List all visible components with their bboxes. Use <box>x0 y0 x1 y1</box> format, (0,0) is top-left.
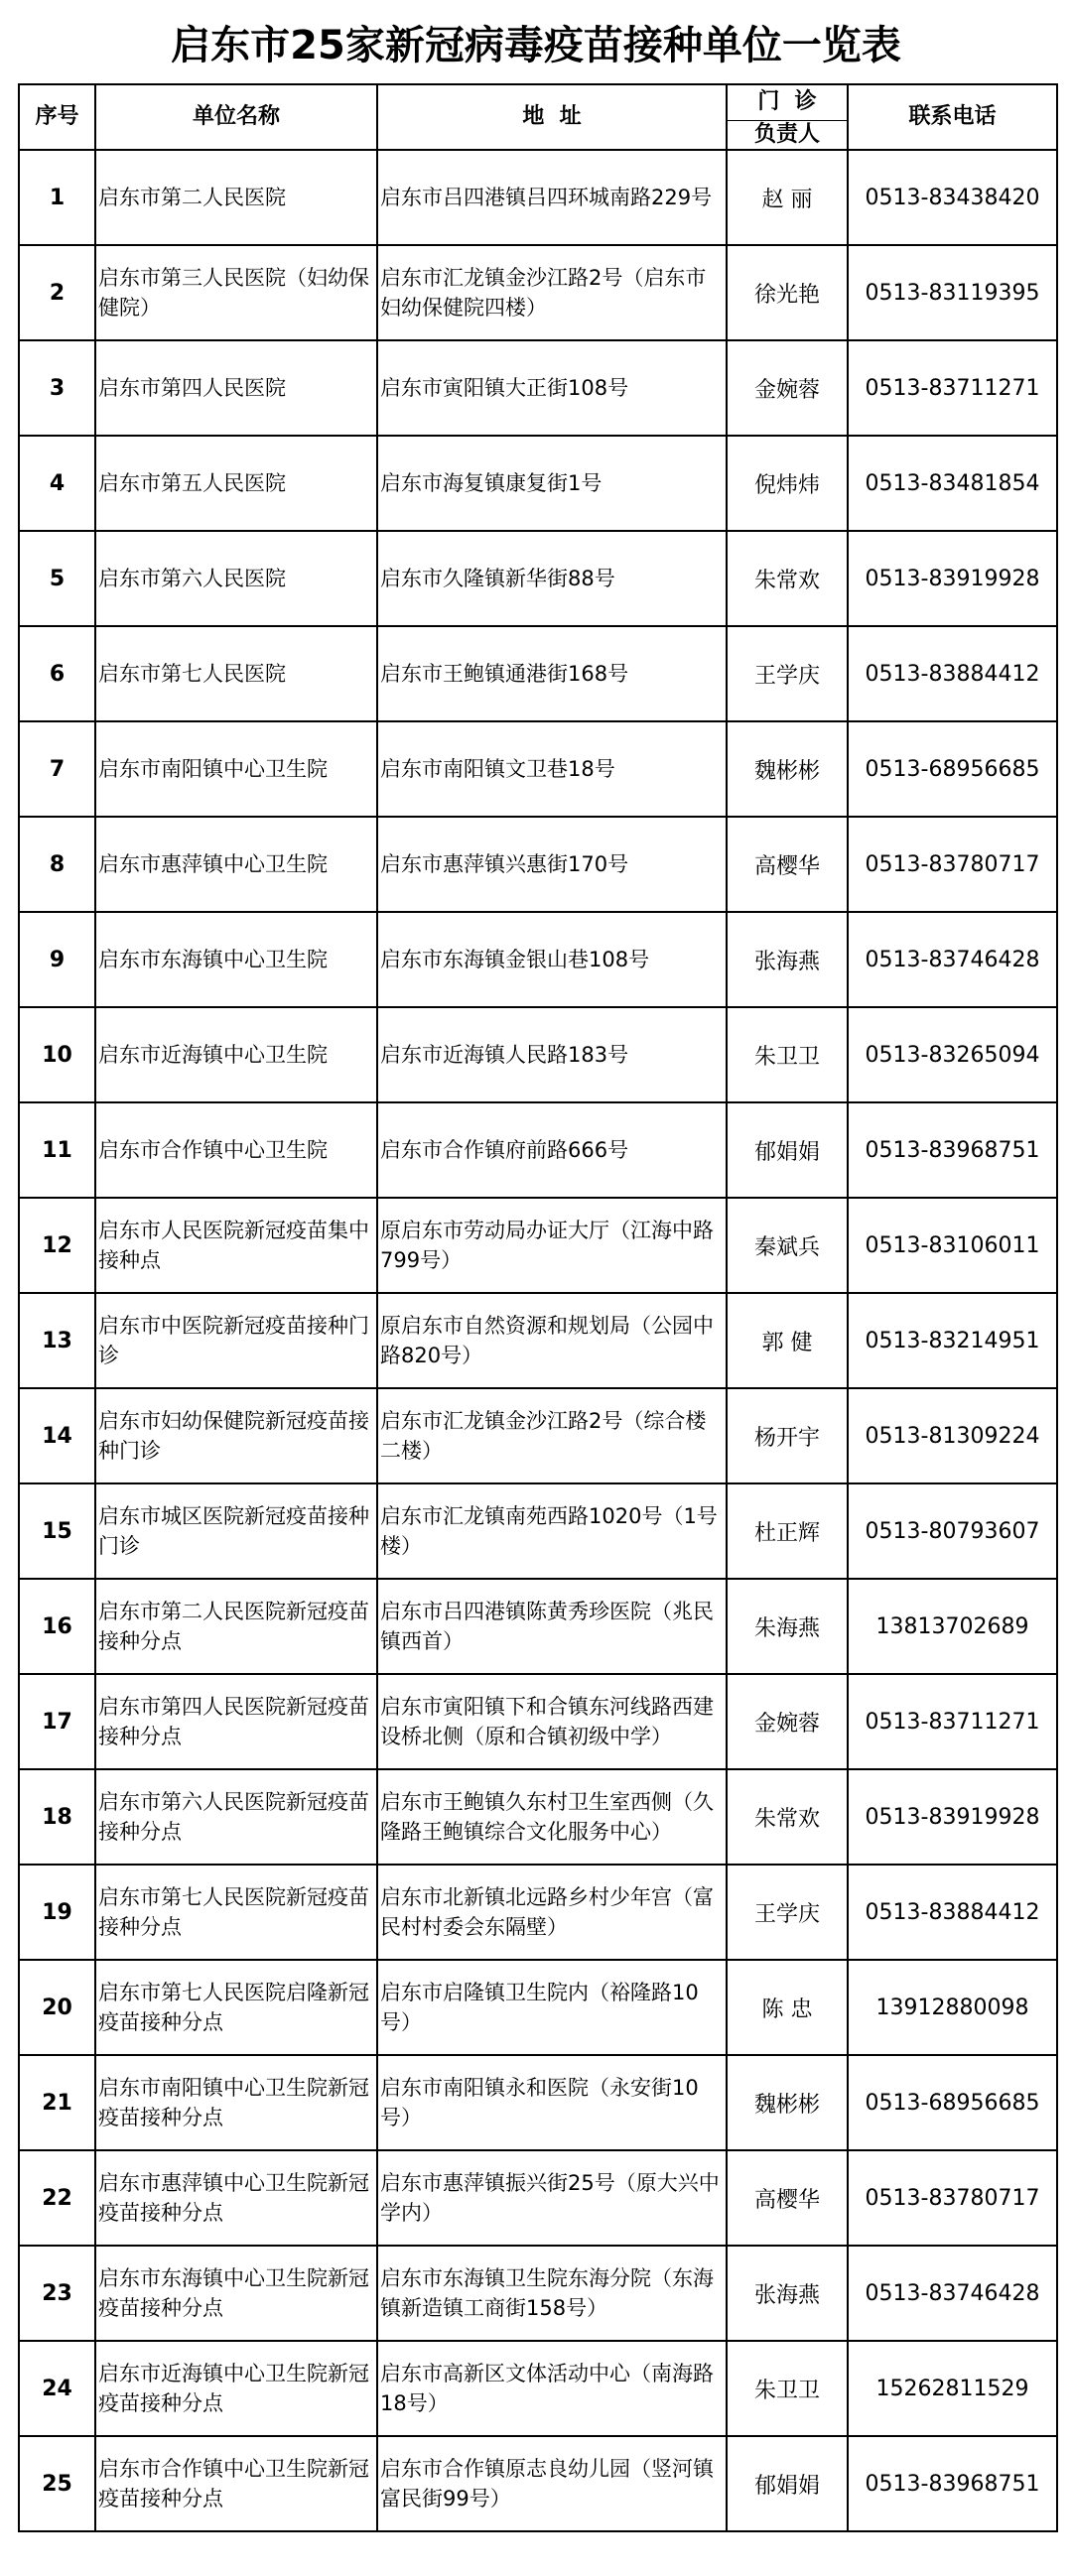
table-row <box>19 1388 1057 1483</box>
row-number: 5 <box>19 531 95 626</box>
table-row <box>19 2436 1057 2531</box>
table-row <box>19 912 1057 1007</box>
responsible-person: 徐光艳 <box>727 245 848 340</box>
table-row <box>19 436 1057 531</box>
unit-name: 启东市东海镇中心卫生院新冠疫苗接种分点 <box>95 2246 377 2341</box>
responsible-person: 金婉蓉 <box>727 340 848 436</box>
phone-number: 0513-80793607 <box>848 1483 1057 1579</box>
address: 启东市合作镇原志良幼儿园（竖河镇富民街99号） <box>377 2436 727 2531</box>
address: 启东市汇龙镇金沙江路2号（综合楼二楼） <box>377 1388 727 1483</box>
header-resp-top: 门 诊 <box>727 84 848 120</box>
phone-number: 0513-83711271 <box>848 1674 1057 1769</box>
address: 启东市吕四港镇陈黄秀珍医院（兆民镇西首） <box>377 1579 727 1674</box>
table-row <box>19 721 1057 817</box>
unit-name: 启东市第三人民医院（妇幼保健院） <box>95 245 377 340</box>
header-phone: 联系电话 <box>848 84 1057 150</box>
address: 启东市汇龙镇南苑西路1020号（1号楼） <box>377 1483 727 1579</box>
responsible-person: 朱卫卫 <box>727 1007 848 1102</box>
responsible-person: 魏彬彬 <box>727 721 848 817</box>
unit-name: 启东市中医院新冠疫苗接种门诊 <box>95 1293 377 1388</box>
header-address: 地 址 <box>377 84 727 150</box>
table-row <box>19 531 1057 626</box>
table-row <box>19 1960 1057 2055</box>
address: 启东市合作镇府前路666号 <box>377 1102 727 1198</box>
address: 启东市王鲍镇久东村卫生室西侧（久隆路王鲍镇综合文化服务中心） <box>377 1769 727 1865</box>
phone-number: 13912880098 <box>848 1960 1057 2055</box>
table-row <box>19 1007 1057 1102</box>
unit-name: 启东市第四人民医院新冠疫苗接种分点 <box>95 1674 377 1769</box>
page-title: 启东市25家新冠病毒疫苗接种单位一览表 <box>171 23 901 68</box>
table-row <box>19 1102 1057 1198</box>
unit-name: 启东市第二人民医院 <box>95 150 377 245</box>
responsible-person: 魏彬彬 <box>727 2055 848 2150</box>
phone-number: 0513-83919928 <box>848 531 1057 626</box>
table-row <box>19 2150 1057 2246</box>
address: 启东市汇龙镇金沙江路2号（启东市妇幼保健院四楼） <box>377 245 727 340</box>
row-number: 19 <box>19 1865 95 1960</box>
unit-name: 启东市南阳镇中心卫生院新冠疫苗接种分点 <box>95 2055 377 2150</box>
unit-name: 启东市惠萍镇中心卫生院新冠疫苗接种分点 <box>95 2150 377 2246</box>
address: 启东市海复镇康复街1号 <box>377 436 727 531</box>
row-number: 2 <box>19 245 95 340</box>
responsible-person: 张海燕 <box>727 2246 848 2341</box>
address: 启东市南阳镇文卫巷18号 <box>377 721 727 817</box>
responsible-person: 陈 忠 <box>727 1960 848 2055</box>
row-number: 12 <box>19 1198 95 1293</box>
table-row <box>19 150 1057 245</box>
responsible-person: 郁娟娟 <box>727 1102 848 1198</box>
unit-name: 启东市第二人民医院新冠疫苗接种分点 <box>95 1579 377 1674</box>
row-number: 11 <box>19 1102 95 1198</box>
row-number: 7 <box>19 721 95 817</box>
unit-name: 启东市近海镇中心卫生院新冠疫苗接种分点 <box>95 2341 377 2436</box>
address: 启东市王鲍镇通港街168号 <box>377 626 727 721</box>
table-row <box>19 817 1057 912</box>
unit-name: 启东市第七人民医院 <box>95 626 377 721</box>
table-row <box>19 1483 1057 1579</box>
unit-name: 启东市第五人民医院 <box>95 436 377 531</box>
unit-name: 启东市第七人民医院启隆新冠疫苗接种分点 <box>95 1960 377 2055</box>
row-number: 14 <box>19 1388 95 1483</box>
unit-name: 启东市东海镇中心卫生院 <box>95 912 377 1007</box>
responsible-person: 朱卫卫 <box>727 2341 848 2436</box>
responsible-person: 高樱华 <box>727 2150 848 2246</box>
row-number: 8 <box>19 817 95 912</box>
row-number: 6 <box>19 626 95 721</box>
address: 启东市吕四港镇吕四环城南路229号 <box>377 150 727 245</box>
unit-name: 启东市第六人民医院新冠疫苗接种分点 <box>95 1769 377 1865</box>
phone-number: 0513-83884412 <box>848 1865 1057 1960</box>
phone-number: 0513-83780717 <box>848 817 1057 912</box>
row-number: 20 <box>19 1960 95 2055</box>
phone-number: 0513-81309224 <box>848 1388 1057 1483</box>
unit-name: 启东市合作镇中心卫生院新冠疫苗接种分点 <box>95 2436 377 2531</box>
unit-name: 启东市城区医院新冠疫苗接种门诊 <box>95 1483 377 1579</box>
table-row <box>19 1579 1057 1674</box>
unit-name: 启东市第七人民医院新冠疫苗接种分点 <box>95 1865 377 1960</box>
phone-number: 0513-83919928 <box>848 1769 1057 1865</box>
phone-number: 0513-68956685 <box>848 2055 1057 2150</box>
responsible-person: 王学庆 <box>727 1865 848 1960</box>
row-number: 4 <box>19 436 95 531</box>
responsible-person: 朱常欢 <box>727 531 848 626</box>
unit-name: 启东市第四人民医院 <box>95 340 377 436</box>
address: 原启东市劳动局办证大厅（江海中路799号） <box>377 1198 727 1293</box>
unit-name: 启东市南阳镇中心卫生院 <box>95 721 377 817</box>
table-row <box>19 1198 1057 1293</box>
row-number: 16 <box>19 1579 95 1674</box>
phone-number: 0513-83438420 <box>848 150 1057 245</box>
phone-number: 0513-83106011 <box>848 1198 1057 1293</box>
address: 启东市久隆镇新华街88号 <box>377 531 727 626</box>
address: 原启东市自然资源和规划局（公园中路820号） <box>377 1293 727 1388</box>
phone-number: 0513-83481854 <box>848 436 1057 531</box>
responsible-person: 杜正辉 <box>727 1483 848 1579</box>
table-row <box>19 1865 1057 1960</box>
table-row <box>19 1769 1057 1865</box>
phone-number: 15262811529 <box>848 2341 1057 2436</box>
address: 启东市南阳镇永和医院（永安街10号） <box>377 2055 727 2150</box>
phone-number: 0513-83780717 <box>848 2150 1057 2246</box>
phone-number: 0513-83265094 <box>848 1007 1057 1102</box>
address: 启东市惠萍镇振兴街25号（原大兴中学内） <box>377 2150 727 2246</box>
phone-number: 0513-68956685 <box>848 721 1057 817</box>
row-number: 24 <box>19 2341 95 2436</box>
row-number: 13 <box>19 1293 95 1388</box>
address: 启东市近海镇人民路183号 <box>377 1007 727 1102</box>
address: 启东市寅阳镇下和合镇东河线路西建设桥北侧（原和合镇初级中学） <box>377 1674 727 1769</box>
responsible-person: 郭 健 <box>727 1293 848 1388</box>
vaccination-sites-table <box>18 83 1058 2532</box>
table-row <box>19 1674 1057 1769</box>
phone-number: 13813702689 <box>848 1579 1057 1674</box>
table-body <box>19 150 1057 2531</box>
unit-name: 启东市惠萍镇中心卫生院 <box>95 817 377 912</box>
phone-number: 0513-83746428 <box>848 912 1057 1007</box>
row-number: 22 <box>19 2150 95 2246</box>
responsible-person: 郁娟娟 <box>727 2436 848 2531</box>
row-number: 25 <box>19 2436 95 2531</box>
row-number: 3 <box>19 340 95 436</box>
table-row <box>19 2246 1057 2341</box>
unit-name: 启东市妇幼保健院新冠疫苗接种门诊 <box>95 1388 377 1483</box>
responsible-person: 高樱华 <box>727 817 848 912</box>
responsible-person: 倪炜炜 <box>727 436 848 531</box>
phone-number: 0513-83711271 <box>848 340 1057 436</box>
responsible-person: 赵 丽 <box>727 150 848 245</box>
responsible-person: 金婉蓉 <box>727 1674 848 1769</box>
row-number: 1 <box>19 150 95 245</box>
unit-name: 启东市第六人民医院 <box>95 531 377 626</box>
phone-number: 0513-83214951 <box>848 1293 1057 1388</box>
row-number: 17 <box>19 1674 95 1769</box>
address: 启东市启隆镇卫生院内（裕隆路10号） <box>377 1960 727 2055</box>
unit-name: 启东市人民医院新冠疫苗集中接种点 <box>95 1198 377 1293</box>
phone-number: 0513-83968751 <box>848 1102 1057 1198</box>
table-row <box>19 340 1057 436</box>
address: 启东市寅阳镇大正街108号 <box>377 340 727 436</box>
table-row <box>19 626 1057 721</box>
phone-number: 0513-83746428 <box>848 2246 1057 2341</box>
row-number: 10 <box>19 1007 95 1102</box>
table-row <box>19 245 1057 340</box>
responsible-person: 王学庆 <box>727 626 848 721</box>
table-row <box>19 2055 1057 2150</box>
table-row <box>19 2341 1057 2436</box>
responsible-person: 朱常欢 <box>727 1769 848 1865</box>
phone-number: 0513-83884412 <box>848 626 1057 721</box>
address: 启东市东海镇金银山巷108号 <box>377 912 727 1007</box>
responsible-person: 秦斌兵 <box>727 1198 848 1293</box>
header-name: 单位名称 <box>95 84 377 150</box>
address: 启东市高新区文体活动中心（南海路18号） <box>377 2341 727 2436</box>
phone-number: 0513-83968751 <box>848 2436 1057 2531</box>
address: 启东市北新镇北远路乡村少年宫（富民村村委会东隔壁） <box>377 1865 727 1960</box>
address: 启东市东海镇卫生院东海分院（东海镇新造镇工商街158号） <box>377 2246 727 2341</box>
responsible-person: 张海燕 <box>727 912 848 1007</box>
header-no: 序号 <box>19 84 95 150</box>
table-row <box>19 1293 1057 1388</box>
row-number: 15 <box>19 1483 95 1579</box>
phone-number: 0513-83119395 <box>848 245 1057 340</box>
unit-name: 启东市近海镇中心卫生院 <box>95 1007 377 1102</box>
row-number: 23 <box>19 2246 95 2341</box>
row-number: 9 <box>19 912 95 1007</box>
row-number: 18 <box>19 1769 95 1865</box>
address: 启东市惠萍镇兴惠街170号 <box>377 817 727 912</box>
unit-name: 启东市合作镇中心卫生院 <box>95 1102 377 1198</box>
header-resp-bottom: 负责人 <box>727 120 848 150</box>
responsible-person: 朱海燕 <box>727 1579 848 1674</box>
row-number: 21 <box>19 2055 95 2150</box>
responsible-person: 杨开宇 <box>727 1388 848 1483</box>
